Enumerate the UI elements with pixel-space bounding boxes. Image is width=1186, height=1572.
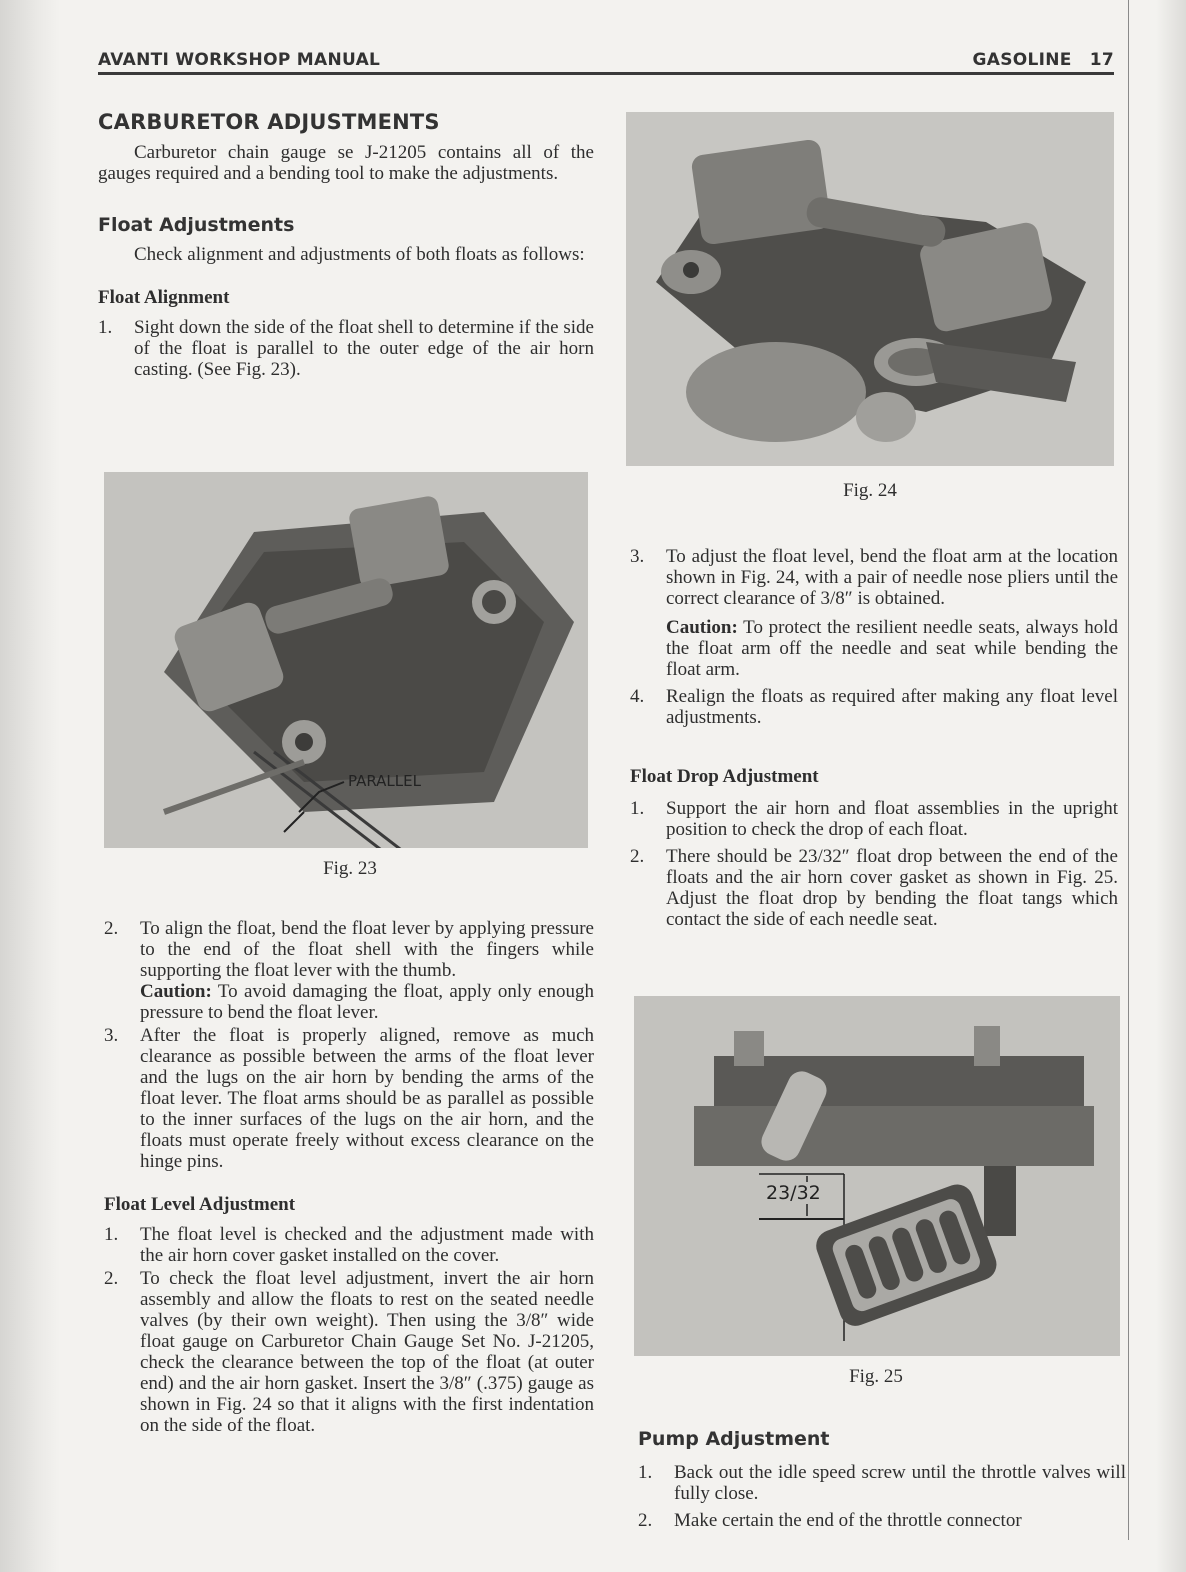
left-column (98, 110, 594, 380)
list-item (630, 798, 1118, 840)
item-number: 1. (638, 1462, 653, 1483)
carburetor-top-illustration (626, 112, 1114, 466)
item-text: To adjust the float level, bend the float arm at the location shown in Fig. 24, with a pair of needle nose pliers until the correct clearance of 3/8″ is obtained. (666, 546, 1118, 609)
item-text: Sight down the side of the float shell to determine if the side of the float is parallel to the outer edge of the air horn casting. (See Fig. 23). (134, 317, 594, 380)
item-number: 1. (630, 798, 645, 819)
section-name: GASOLINE (972, 50, 1072, 70)
item-text: The float level is checked and the adjustment made with the air horn cover gasket installed on the cover. (140, 1224, 594, 1266)
list-item (104, 1025, 594, 1172)
item-number: 2. (104, 918, 119, 939)
figure-23-photo (104, 472, 588, 848)
dimension-label: 23/32 (766, 1182, 821, 1204)
item-text: Make certain the end of the throttle connector (674, 1510, 1022, 1531)
right-column-bottom (638, 1428, 1126, 1531)
caution-note (140, 981, 594, 1023)
carburetor-air-horn-illustration (104, 472, 588, 848)
item-text: Back out the idle speed screw until the throttle valves will fully close. (674, 1462, 1126, 1504)
scan-shadow-right (1156, 0, 1186, 1572)
caution-text: To avoid damaging the float, apply only enough pressure to bend the float lever. (140, 981, 594, 1023)
item-text: To align the float, bend the float lever by applying pressure to the end of the float shell with the fingers while supporting the float lever with the thumb. (140, 918, 594, 981)
item-number: 2. (630, 846, 645, 867)
float-adjustments-heading: Float Adjustments (98, 214, 295, 236)
scan-shadow-left (0, 0, 60, 1572)
item-number: 3. (630, 546, 645, 567)
item-text: Support the air horn and float assemblies in the upright position to check the drop of each float. (666, 798, 1118, 840)
item-number: 3. (104, 1025, 119, 1046)
item-number: 2. (104, 1268, 119, 1289)
parallel-label: PARALLEL (348, 772, 421, 790)
intro-paragraph: Carburetor chain gauge se J-21205 contains all of the gauges required and a bending tool to make the adjustments. (98, 142, 594, 184)
section-and-page (973, 50, 1114, 70)
list-item (630, 846, 1118, 930)
caution-label: Caution: (140, 981, 212, 1002)
figure-23-caption: Fig. 23 (323, 858, 377, 879)
float-alignment-heading: Float Alignment (98, 287, 230, 308)
list-item (638, 1510, 1126, 1531)
float-drop-illustration (634, 996, 1120, 1356)
caution-note (666, 617, 1118, 680)
header-rule (98, 72, 1114, 75)
section-heading: CARBURETOR ADJUSTMENTS (98, 110, 440, 134)
list-item (98, 317, 594, 380)
list-item (638, 1462, 1126, 1504)
float-adjustments-intro: Check alignment and adjustments of both floats as follows: (134, 244, 585, 265)
list-item (630, 546, 1118, 680)
page-number: 17 (1089, 50, 1114, 70)
float-drop-heading: Float Drop Adjustment (630, 766, 819, 787)
binding-edge-line (1128, 0, 1129, 1540)
item-text: After the float is properly aligned, remove as much clearance as possible between the arms of the float lever and the lugs on the air horn by bending the arms of the float lever. The float arms should be as parallel as possible to the inner surfaces of the lugs on the air horn, and the floats must operate freely without excess clearance on the hinge pins. (140, 1025, 594, 1172)
pump-adjustment-heading: Pump Adjustment (638, 1428, 830, 1450)
figure-25-photo (634, 996, 1120, 1356)
figure-25-caption: Fig. 25 (849, 1366, 903, 1387)
item-number: 2. (638, 1510, 653, 1531)
figure-24-caption: Fig. 24 (843, 480, 897, 501)
item-number: 4. (630, 686, 645, 707)
caution-text: To protect the resilient needle seats, always hold the float arm off the needle and seat while bending the float arm. (666, 617, 1118, 680)
right-column (630, 546, 1118, 930)
item-text: To check the float level adjustment, invert the air horn assembly and allow the floats to rest on the seated needle valves (by their own weight). Then using the 3/8″ wide float gauge on Carburetor Chain Gauge Set No. J-21205, check the clearance between the top of the float (at outer end) and the air horn gasket. Insert the 3/8″ (.375) gauge as shown in Fig. 24 so that it aligns with the first indentation on the side of the float. (140, 1268, 594, 1436)
running-header (98, 44, 1114, 74)
list-item (104, 1224, 594, 1266)
item-number: 1. (104, 1224, 119, 1245)
float-level-heading: Float Level Adjustment (104, 1194, 296, 1215)
list-item (104, 918, 594, 1023)
figure-24-photo (626, 112, 1114, 466)
list-item (104, 1268, 594, 1436)
list-item (630, 686, 1118, 728)
caution-label: Caution: (666, 617, 738, 638)
item-text: Realign the floats as required after making any float level adjustments. (666, 686, 1118, 728)
manual-title: AVANTI WORKSHOP MANUAL (98, 50, 381, 70)
left-column-continued (104, 918, 594, 1436)
item-number: 1. (98, 317, 113, 338)
item-text: There should be 23/32″ float drop between the end of the floats and the air horn cover gasket as shown in Fig. 25. Adjust the float drop by bending the float tangs which contact the side of each needle seat. (666, 846, 1118, 930)
